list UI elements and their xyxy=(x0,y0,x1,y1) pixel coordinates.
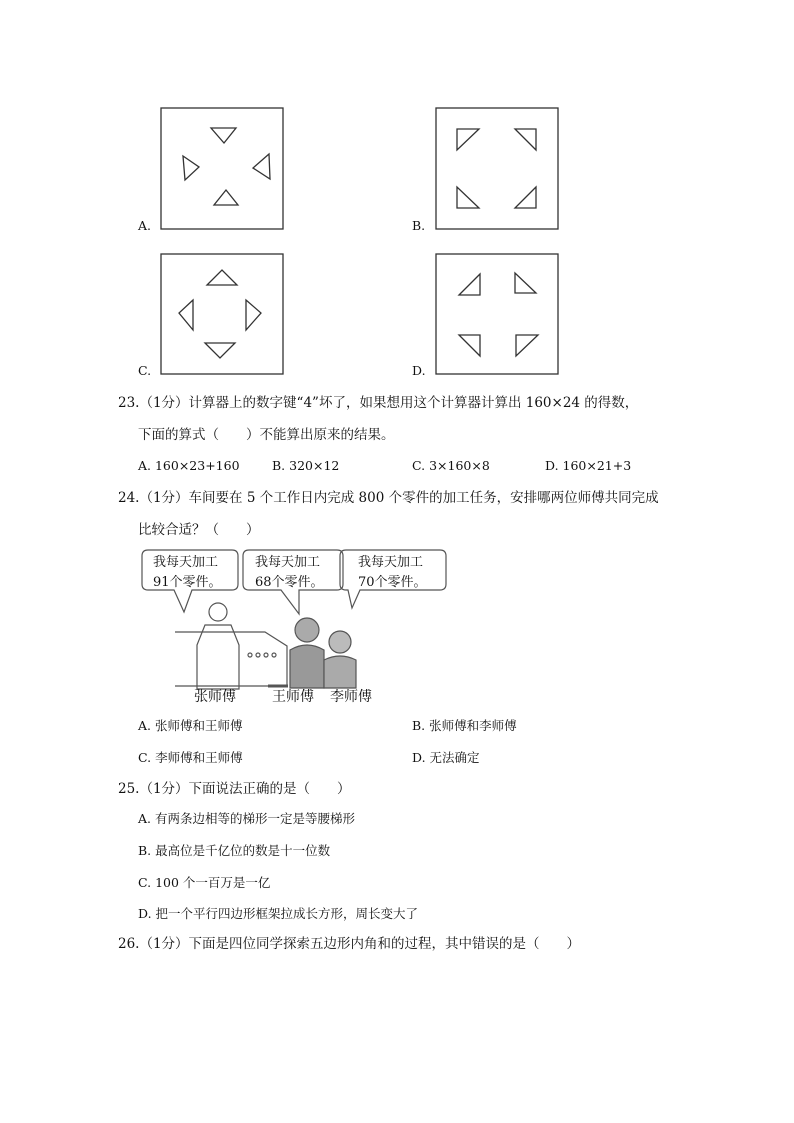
q23-option-a[interactable]: A. 160×23+160 xyxy=(138,458,240,473)
q25-option-b[interactable]: B. 最高位是千亿位的数是十一位数 xyxy=(138,843,331,858)
bubble-text-zhang: 我每天加工 91个零件。 xyxy=(153,555,222,590)
q25-option-d[interactable]: D. 把一个平行四边形框架拉成长方形，周长变大了 xyxy=(138,906,419,921)
q25-option-c[interactable]: C. 100 个一百万是一亿 xyxy=(138,875,271,890)
bubble-text-wang: 我每天加工 68个零件。 xyxy=(255,555,324,590)
q26-text: 26.（1分）下面是四位同学探索五边形内角和的过程，其中错误的是（ ） xyxy=(118,936,581,952)
q22-option-c[interactable]: C. xyxy=(138,363,152,378)
figure-a-triangles xyxy=(183,128,270,205)
q24-option-b[interactable]: B. 张师傅和李师傅 xyxy=(412,718,517,733)
q25-option-a[interactable]: A. 有两条边相等的梯形一定是等腰梯形 xyxy=(138,811,355,826)
figure-a-box xyxy=(161,108,283,229)
q23-option-b[interactable]: B. 320×12 xyxy=(272,458,340,473)
figure-b-box xyxy=(436,108,558,229)
name-zhang: 张师傅 xyxy=(194,689,236,705)
q23-option-c[interactable]: C. 3×160×8 xyxy=(412,458,490,473)
q24-option-c[interactable]: C. 李师傅和王师傅 xyxy=(138,750,243,765)
name-li: 李师傅 xyxy=(330,689,372,705)
q25-text: 25.（1分）下面说法正确的是（ ） xyxy=(118,781,351,797)
q23-option-d[interactable]: D. 160×21+3 xyxy=(545,458,632,473)
q23-text-cont: 下面的算式（ ）不能算出原来的结果。 xyxy=(138,427,395,443)
q23-text: 23.（1分）计算器上的数字键“4”坏了，如果想用这个计算器计算出 160×24 的得数， xyxy=(118,395,639,411)
bubble-text-li: 我每天加工 70个零件。 xyxy=(358,555,427,590)
q24-text-cont: 比较合适？（ ） xyxy=(138,522,260,538)
q22-option-b[interactable]: B. xyxy=(412,218,426,233)
figure-c-triangles xyxy=(179,270,261,358)
q22-option-d[interactable]: D. xyxy=(412,363,426,378)
figure-d-box xyxy=(436,254,558,374)
figure-b-triangles xyxy=(457,129,536,208)
q24-option-d[interactable]: D. 无法确定 xyxy=(412,750,480,765)
q24-option-a[interactable]: A. 张师傅和王师傅 xyxy=(138,718,243,733)
figure-d-triangles xyxy=(459,273,538,356)
q24-text: 24.（1分）车间要在 5 个工作日内完成 800 个零件的加工任务，安排哪两位师傅共同完成 xyxy=(118,490,659,506)
name-wang: 王师傅 xyxy=(272,689,314,705)
q22-option-a[interactable]: A. xyxy=(138,218,152,233)
